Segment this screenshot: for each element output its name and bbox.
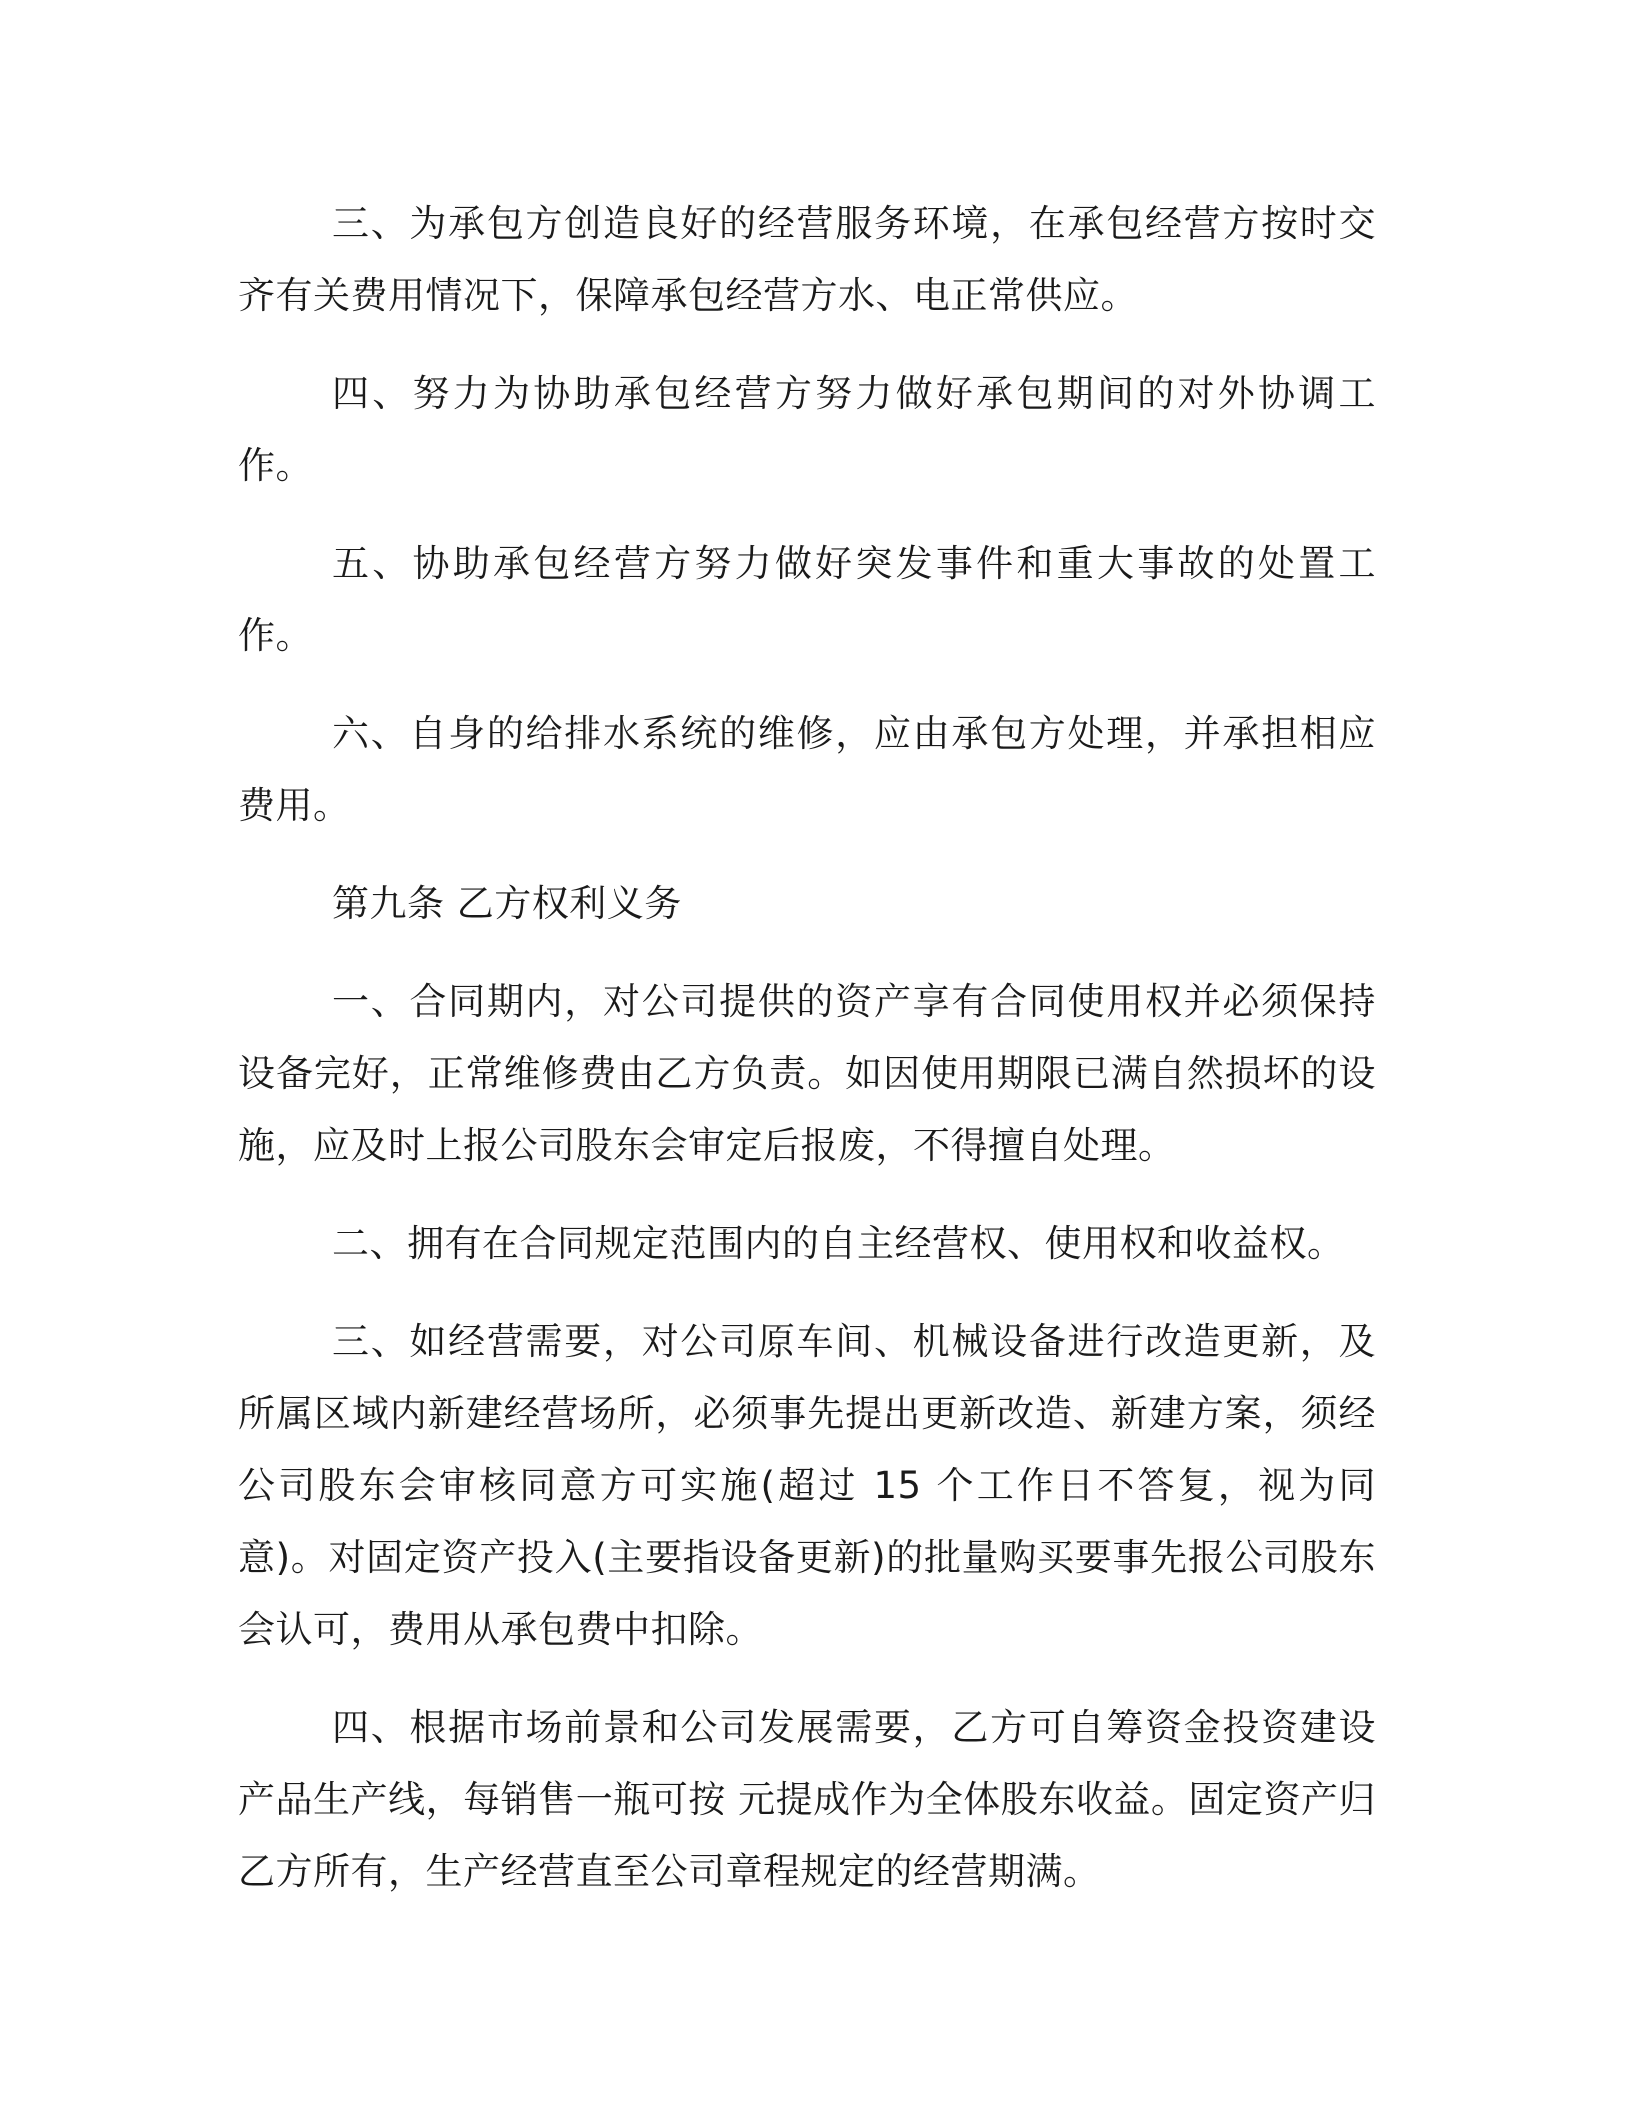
paragraph-right-1: 一、合同期内，对公司提供的资产享有合同使用权并必须保持设备完好，正常维修费由乙方负责。如因使用期限已满自然损坏的设施，应及时上报公司股东会审定后报废，不得擅自处理。 <box>238 980 1376 1167</box>
paragraph-duty-5: 五、协助承包经营方努力做好突发事件和重大事故的处置工作。 <box>238 542 1376 657</box>
paragraph-right-4: 四、根据市场前景和公司发展需要，乙方可自筹资金投资建设产品生产线，每销售一瓶可按 元提成作为全体股东收益。固定资产归乙方所有，生产经营直至公司章程规定的经营期满。 <box>238 1706 1376 1893</box>
paragraph-duty-6: 六、自身的给排水系统的维修，应由承包方处理，并承担相应费用。 <box>238 712 1376 827</box>
section-heading-article-9: 第九条 乙方权利义务 <box>332 882 682 925</box>
paragraph-duty-3: 三、为承包方创造良好的经营服务环境，在承包经营方按时交齐有关费用情况下，保障承包经营方水、电正常供应。 <box>238 202 1376 317</box>
paragraph-right-3: 三、如经营需要，对公司原车间、机械设备进行改造更新，及所属区域内新建经营场所，必须事先提出更新改造、新建方案，须经公司股东会审核同意方可实施(超过 15 个工作日不答复，视为同意)。对固定资产投入(主要指设备更新)的批量购买要事先报公司股东会认可，费用从承包费中扣除。 <box>238 1320 1376 1651</box>
document-body <box>238 188 1376 1934</box>
paragraph-duty-4: 四、努力为协助承包经营方努力做好承包期间的对外协调工作。 <box>238 372 1376 487</box>
paragraph-right-2: 二、拥有在合同规定范围内的自主经营权、使用权和收益权。 <box>332 1222 1345 1265</box>
